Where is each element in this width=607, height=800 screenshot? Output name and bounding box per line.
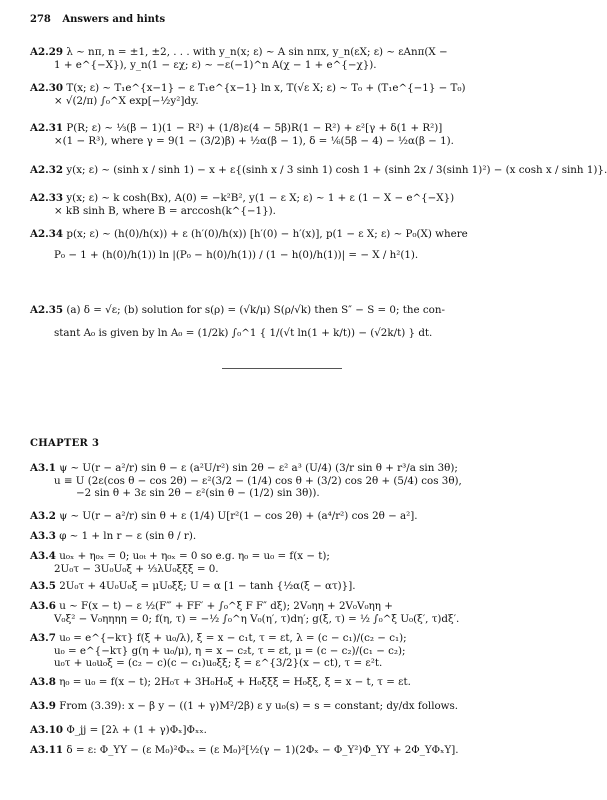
- answer-text-line: ×(1 − R³), where γ = 9(1 − (3/2)β) + ½α(β − 1), δ = ⅙(5β − 4) − ½α(β − 1).: [54, 134, 454, 147]
- answer-id: A3.11: [30, 744, 64, 756]
- answer-text-line: −2 sin θ + 3ε sin 2θ − ε²(sin θ − (1/2) sin 3θ)).: [76, 487, 320, 499]
- answer-id: A3.10: [30, 724, 64, 736]
- answer-A3.4: [30, 550, 530, 575]
- answer-A3.5: [30, 580, 530, 593]
- answer-id: A3.8: [30, 676, 56, 688]
- answer-text-line: ψ ∼ U(r − a²/r) sin θ + ε (1/4) U[r²(1 − cos 2θ) + (a⁴/r²) cos 2θ − a²].: [59, 510, 418, 522]
- answer-text-line: 2U₀τ + 4U₀U₀ξ = μU₀ξξ; U = α [1 − tanh {½α(ξ − ατ)}].: [59, 580, 356, 592]
- answer-A3.7: [30, 632, 530, 670]
- answer-text-line: ψ ∼ U(r − a²/r) sin θ − ε (a²U/r²) sin 2θ − ε² a³ (U/4) (3/r sin θ + r³/a sin 3θ);: [59, 462, 458, 474]
- answer-text-line: φ ∼ 1 + ln r − ε (sin θ / r).: [59, 530, 197, 542]
- answer-A2.32: [30, 164, 607, 177]
- answer-A2.33: [30, 192, 530, 217]
- answer-text-line: u ≡ U (2ε(cos θ − cos 2θ) − ε²(3/2 − (1/4) cos θ + (3/2) cos 2θ + (5/4) cos 3θ),: [54, 474, 462, 487]
- answer-text-line: × kB sinh B, where B = arccosh(k^{−1}).: [54, 204, 276, 217]
- answer-id: A2.31: [30, 122, 64, 134]
- answer-A3.8: [30, 676, 530, 689]
- answer-text-line: 1 + e^{−X}), y_n(1 − εχ; ε) ∼ −ε(−1)^n A(χ − 1 + e^{−χ}).: [54, 58, 377, 71]
- answer-text-line: u₀ = e^{−kτ} g(η + u₀/μ), η = x − c₂t, τ = εt, μ = (c − c₂)/(c₁ − c₂);: [54, 644, 406, 657]
- answer-id: A3.7: [30, 632, 56, 644]
- answer-id: A2.29: [30, 46, 64, 58]
- answer-id: A3.3: [30, 530, 56, 542]
- answer-text-line: (a) δ = √ε; (b) solution for s(ρ) = (√k/μ) S(ρ/√k) then S″ − S = 0; the con-: [66, 304, 445, 316]
- running-head: [30, 14, 173, 25]
- answer-A3.3: [30, 530, 530, 543]
- answer-text-line: y(x; ε) ∼ (sinh x / sinh 1) − x + ε{(sinh x / 3 sinh 1) cosh 1 + (sinh 2x / 3(sinh 1)²) − (x cosh x / sinh 1)}.: [66, 164, 607, 176]
- answer-text-line: u₀ = e^{−kτ} f(ξ + u₀/λ), ξ = x − c₁t, τ = εt, λ = (c − c₁)/(c₂ − c₁);: [59, 632, 407, 644]
- answer-id: A3.9: [30, 700, 56, 712]
- answer-text-line: u₀ₓ + η₀ₓ = 0; u₀ₜ + η₀ₓ = 0 so e.g. η₀ = u₀ = f(x − t);: [59, 550, 330, 562]
- answer-text-line: p(x; ε) ∼ (h(0)/h(x)) + ε (h′(0)/h(x)) [h′(0) − h′(x)], p(1 − ε X; ε) ∼ P₀(X) where: [66, 228, 468, 240]
- answer-text-line: × √(2/π) ∫₀^X exp[−½y²]dy.: [54, 94, 199, 107]
- answer-A3.2: [30, 510, 530, 523]
- answer-text-line: y(x; ε) ∼ k cosh(Bx), A(0) = −k²B², y(1 − ε X; ε) ∼ 1 + ε (1 − X − e^{−X}): [66, 192, 455, 204]
- answer-text-line: P₀ − 1 + (h(0)/h(1)) ln |(P₀ − h(0)/h(1)) / (1 − h(0)/h(1))| = − X / h²(1).: [54, 248, 419, 261]
- answer-A2.31: [30, 122, 530, 147]
- answer-id: A2.34: [30, 228, 64, 240]
- answer-A3.6: [30, 600, 530, 625]
- answer-A2.35: [30, 304, 530, 339]
- answer-text-line: From (3.39): x − β y − ((1 + γ)M²/2β) ε y u₀(s) = s = constant; dy/dx follows.: [59, 700, 459, 712]
- answer-id: A2.33: [30, 192, 64, 204]
- answer-id: A3.5: [30, 580, 56, 592]
- answer-text-line: λ ∼ nπ, n = ±1, ±2, . . . with y_n(x; ε) ∼ A sin nπx, y_n(εX; ε) ∼ εAnπ(X −: [66, 46, 448, 58]
- answer-A3.9: [30, 700, 530, 713]
- answer-text-line: δ = ε: Φ_YY − (ε M₀)²Φₓₓ = (ε M₀)²[½(γ − 1)(2Φₓ − Φ_Y²)Φ_YY + 2Φ_YΦₓY].: [66, 744, 459, 756]
- answer-id: A2.32: [30, 164, 64, 176]
- answer-id: A3.4: [30, 550, 56, 562]
- section-divider: [222, 368, 342, 369]
- answer-A2.30: [30, 82, 530, 107]
- answer-text-line: 2U₀τ − 3U₀U₀ξ + ⅓λU₀ξξξ = 0.: [54, 562, 219, 575]
- answer-id: A2.35: [30, 304, 64, 316]
- answer-id: A3.1: [30, 462, 56, 474]
- answer-text-line: η₀ = u₀ = f(x − t); 2H₀τ + 3H₀H₀ξ + H₀ξξξ = H₀ξξ, ξ = x − t, τ = εt.: [59, 676, 411, 688]
- answer-A3.10: [30, 724, 530, 737]
- answer-text-line: Φ_jj = [2λ + (1 + γ)Φₓ]Φₓₓ.: [66, 724, 207, 736]
- answer-A3.11: [30, 744, 530, 757]
- answer-A2.29: [30, 46, 530, 71]
- answer-text-line: u ∼ F(x − t) − ε ½(F‴ + FF′ + ∫₀^ξ F F″ dξ); 2V₀ηη + 2V₀V₀ηη +: [59, 600, 393, 612]
- answer-text-line: V₀ξ² − V₀ηηηη = 0; f(η, τ) = −½ ∫₀^η V₀(η′, τ)dη′; g(ξ, τ) = ½ ∫₀^ξ U₀(ξ′, τ)dξ′.: [54, 612, 460, 625]
- answer-id: A3.2: [30, 510, 56, 522]
- answer-text-line: T(x; ε) ∼ T₁e^{x−1} − ε T₁e^{x−1} ln x, T(√ε X; ε) ∼ T₀ + (T₁e^{−1} − T₀): [66, 82, 466, 94]
- answer-A2.34: [30, 228, 530, 261]
- answer-A3.1: [30, 462, 530, 500]
- answer-id: A3.6: [30, 600, 56, 612]
- page-number: 278: [30, 14, 51, 25]
- answer-text-line: P(R; ε) ∼ ⅓(β − 1)(1 − R²) + (1/8)ε(4 − 5β)R(1 − R²) + ε²[γ + δ(1 + R²)]: [66, 122, 443, 134]
- answer-text-line: stant A₀ is given by ln A₀ = (1/2k) ∫₀^1 { 1/(√t ln(1 + k/t)) − (√2k/t) } dt.: [54, 326, 433, 339]
- answer-text-line: u₀τ + u₀u₀ξ = (c₂ − c)(c − c₁)u₀ξξ; ξ = ε^{3/2}(x − ct), τ = ε²t.: [54, 657, 383, 669]
- running-title: Answers and hints: [62, 14, 166, 25]
- chapter-heading: CHAPTER 3: [30, 438, 100, 449]
- answer-id: A2.30: [30, 82, 64, 94]
